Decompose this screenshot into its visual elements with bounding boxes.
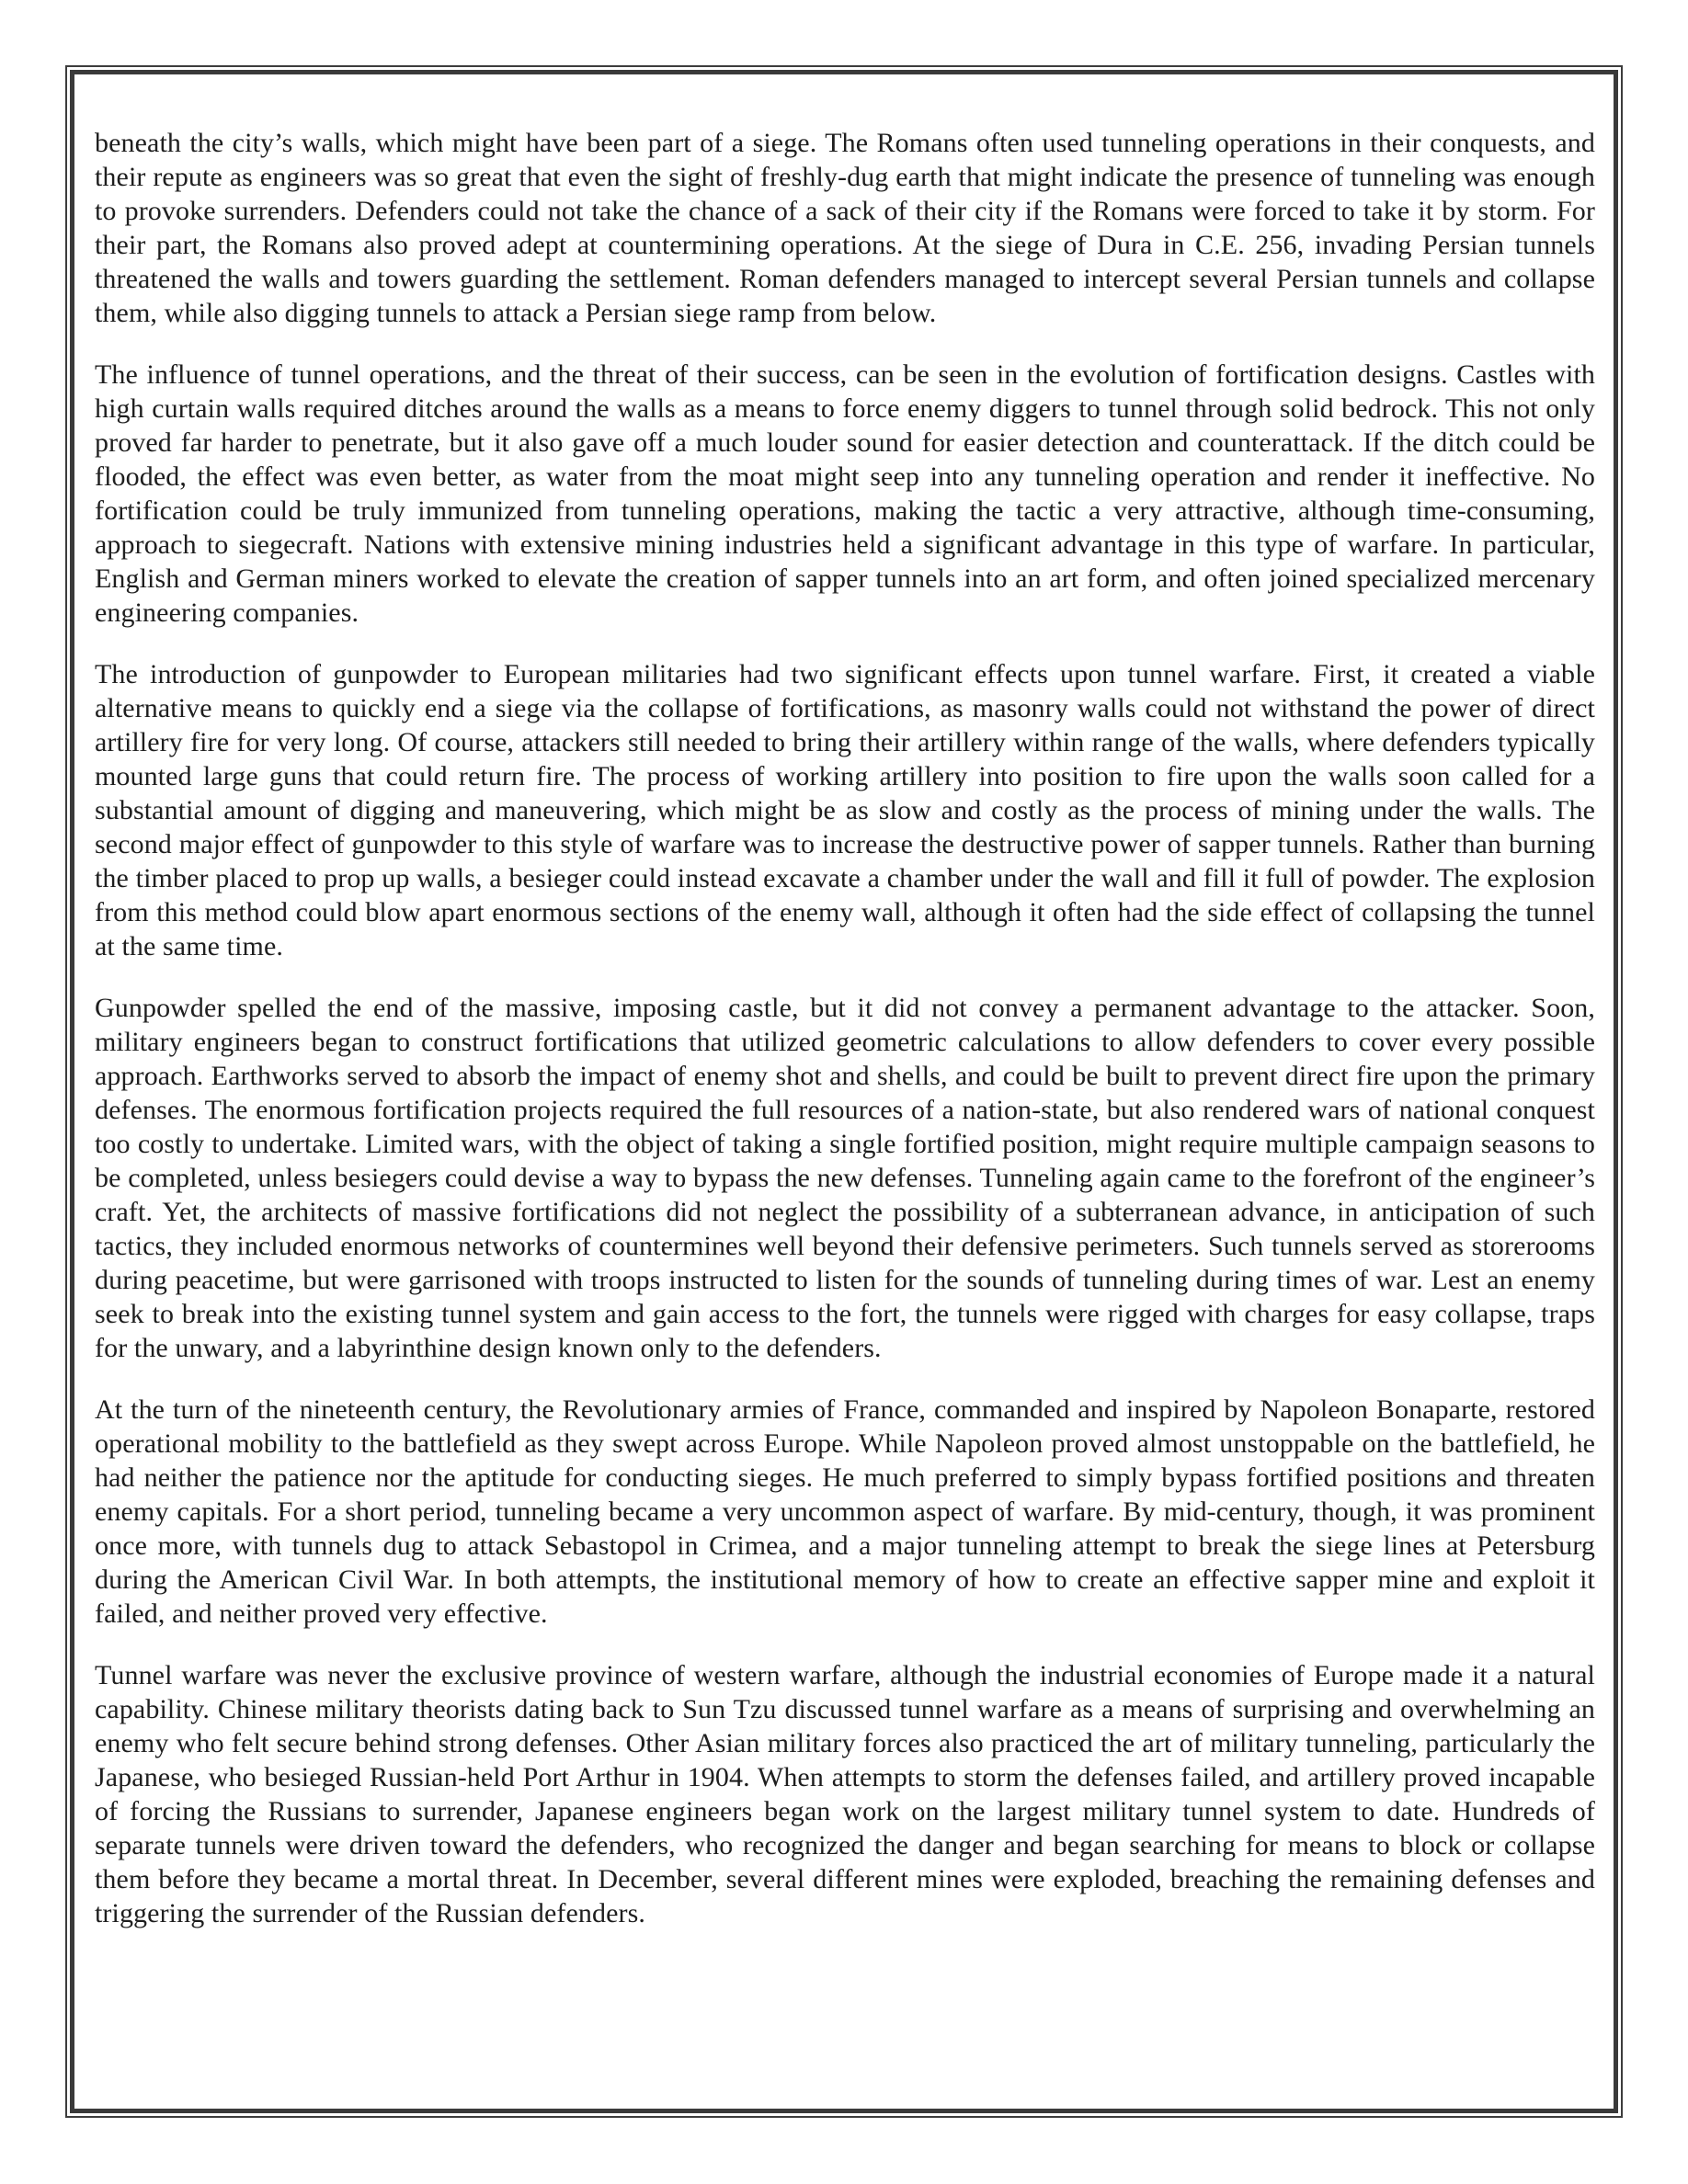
paragraph-4: Gunpowder spelled the end of the massive, imposing castle, but it did not convey a permanent advantage to the attacker. Soon, military engineers began to construct fortifications that utilized geometric calculations to allow defenders to cover every possible approach. Earthworks served to absorb the impact of enemy shot and shells, and could be built to prevent direct fire upon the primary defenses. The enormous fortification projects required the full resources of a nation-state, but also rendered wars of national conquest too costly to undertake. Limited wars, with the object of taking a single fortified position, might require multiple campaign seasons to be completed, unless besiegers could devise a way to bypass the new defenses. Tunneling again came to the forefront of the engineer’s craft. Yet, the architects of massive fortifications did not neglect the possibility of a subterranean advance, in anticipation of such tactics, they included enormous networks of countermines well beyond their defensive perimeters. Such tunnels served as storerooms during peacetime, but were garrisoned with troops instructed to listen for the sounds of tunneling during times of war. Lest an enemy seek to break into the existing tunnel system and gain access to the fort, the tunnels were rigged with charges for easy collapse, traps for the unwary, and a labyrinthine design known only to the defenders.	[95, 993, 1595, 1363]
page-text-block	[74, 74, 1614, 1930]
paragraph-3: The introduction of gunpowder to European militaries had two significant effects upon tunnel warfare. First, it created a viable alternative means to quickly end a siege via the collapse of fortifications, as masonry walls could not withstand the power of direct artillery fire for very long. Of course, attackers still needed to bring their artillery within range of the walls, where defenders typically mounted large guns that could return fire. The process of working artillery into position to fire upon the walls soon called for a substantial amount of digging and maneuvering, which might be as slow and costly as the process of mining under the walls. The second major effect of gunpowder to this style of warfare was to increase the destructive power of sapper tunnels. Rather than burning the timber placed to prop up walls, a besieger could instead excavate a chamber under the wall and fill it full of powder. The explosion from this method could blow apart enormous sections of the enemy wall, although it often had the side effect of collapsing the tunnel at the same time.	[95, 659, 1595, 961]
paragraph-2: The influence of tunnel operations, and the threat of their success, can be seen in the evolution of fortification designs. Castles with high curtain walls required ditches around the walls as a means to force enemy diggers to tunnel through solid bedrock. This not only proved far harder to penetrate, but it also gave off a much louder sound for easier detection and counterattack. If the ditch could be flooded, the effect was even better, as water from the moat might seep into any tunneling operation and render it ineffective. No fortification could be truly immunized from tunneling operations, making the tactic a very attractive, although time-consuming, approach to siegecraft. Nations with extensive mining industries held a significant advantage in this type of warfare. In particular, English and German miners worked to elevate the creation of sapper tunnels into an art form, and often joined specialized mercenary engineering companies.	[95, 359, 1595, 628]
paragraph-5: At the turn of the nineteenth century, the Revolutionary armies of France, commanded and inspired by Napoleon Bonaparte, restored operational mobility to the battlefield as they swept across Europe. While Napoleon proved almost unstoppable on the battlefield, he had neither the patience nor the aptitude for conducting sieges. He much preferred to simply bypass fortified positions and threaten enemy capitals. For a short period, tunneling became a very uncommon aspect of warfare. By mid-century, though, it was prominent once more, with tunnels dug to attack Sebastopol in Crimea, and a major tunneling attempt to break the siege lines at Petersburg during the American Civil War. In both attempts, the institutional memory of how to create an effective sapper mine and exploit it failed, and neither proved very effective.	[95, 1394, 1595, 1629]
paragraph-1: beneath the city’s walls, which might have been part of a siege. The Romans often used tunneling operations in their conquests, and their repute as engineers was so great that even the sight of freshly-dug earth that might indicate the presence of tunneling was enough to provoke surrenders. Defenders could not take the chance of a sack of their city if the Romans were forced to take it by storm. For their part, the Romans also proved adept at countermining operations. At the siege of Dura in C.E. 256, invading Persian tunnels threatened the walls and towers guarding the settlement. Roman defenders managed to intercept several Persian tunnels and collapse them, while also digging tunnels to attack a Persian siege ramp from below.	[95, 128, 1595, 328]
page-frame-inner	[70, 70, 1618, 2113]
page-frame-outer	[65, 65, 1623, 2118]
paragraph-6: Tunnel warfare was never the exclusive province of western warfare, although the industrial economies of Europe made it a natural capability. Chinese military theorists dating back to Sun Tzu discussed tunnel warfare as a means of surprising and overwhelming an enemy who felt secure behind strong defenses. Other Asian military forces also practiced the art of military tunneling, particularly the Japanese, who besieged Russian-held Port Arthur in 1904. When attempts to storm the defenses failed, and artillery proved incapable of forcing the Russians to surrender, Japanese engineers began work on the largest military tunnel system to date. Hundreds of separate tunnels were driven toward the defenders, who recognized the danger and began searching for means to block or collapse them before they became a mortal threat. In December, several different mines were exploded, breaching the remaining defenses and triggering the surrender of the Russian defenders.	[95, 1660, 1595, 1928]
